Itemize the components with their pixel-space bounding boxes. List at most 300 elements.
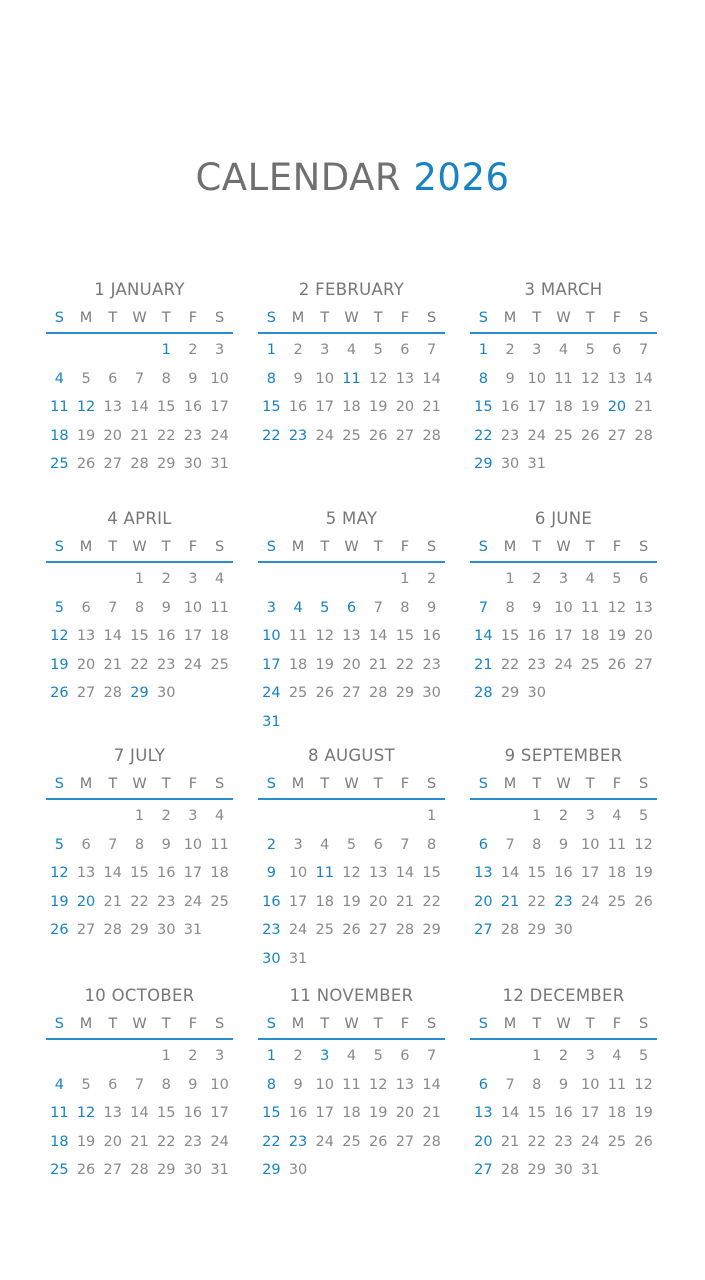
day-cell: 15: [262, 399, 281, 415]
empty-cell: [46, 1042, 73, 1071]
day-cell: 2: [293, 1048, 303, 1064]
day-cell: 23: [262, 922, 281, 938]
day-cell: 6: [346, 599, 357, 616]
day-cell: 8: [505, 599, 515, 616]
weekday-label: T: [108, 776, 118, 792]
day-cell: 26: [76, 456, 96, 472]
day-cell: 20: [474, 1133, 493, 1150]
day-cell: 20: [395, 399, 415, 415]
day-cell: 6: [400, 342, 410, 358]
day-cell: 7: [373, 599, 383, 616]
day-cell: 15: [474, 399, 493, 415]
day-cell: 1: [134, 571, 145, 587]
weekday-label: S: [639, 776, 649, 792]
day-cell: 12: [634, 1076, 653, 1093]
month-name: 12 DECEMBER: [502, 986, 625, 1005]
day-cell: 16: [183, 1105, 203, 1121]
day-cell: 16: [288, 1105, 308, 1121]
day-cell: 1: [427, 808, 437, 824]
day-grid: [46, 802, 233, 945]
empty-cell: [365, 565, 392, 594]
day-cell: 12: [634, 836, 653, 853]
month-name: 6 JUNE: [534, 509, 593, 528]
day-cell: 8: [400, 599, 410, 616]
day-cell: 31: [580, 1162, 600, 1178]
day-cell: 3: [558, 571, 569, 587]
day-cell: 30: [527, 685, 546, 701]
day-cell: 24: [580, 1133, 600, 1150]
weekday-label: S: [54, 1016, 64, 1032]
day-cell: 22: [422, 893, 441, 910]
weekday-label: W: [132, 539, 147, 555]
day-cell: 11: [50, 399, 69, 415]
weekday-label: F: [188, 1016, 198, 1032]
day-grid: [470, 565, 657, 708]
day-cell: 5: [54, 836, 64, 853]
weekday-label: T: [108, 539, 118, 555]
month-block: [46, 508, 233, 708]
day-cell: 7: [505, 836, 515, 853]
day-grid: [258, 565, 445, 736]
day-cell: 19: [50, 893, 69, 910]
day-cell: 8: [134, 599, 145, 616]
day-cell: 11: [580, 599, 600, 616]
day-cell: 18: [210, 865, 229, 881]
day-cell: 27: [76, 922, 96, 938]
weekday-label: F: [612, 310, 622, 326]
day-cell: 25: [580, 656, 600, 673]
empty-cell: [126, 336, 153, 365]
day-cell: 4: [612, 1048, 622, 1064]
day-cell: 10: [262, 628, 281, 644]
day-cell: 24: [210, 427, 229, 444]
day-cell: 2: [558, 808, 569, 824]
day-cell: 29: [156, 1162, 176, 1178]
day-cell: 8: [161, 370, 171, 387]
day-cell: 9: [161, 599, 171, 616]
weekday-label: T: [532, 539, 542, 555]
day-cell: 9: [558, 836, 569, 853]
day-cell: 7: [134, 1076, 145, 1093]
day-cell: 14: [422, 1076, 441, 1093]
weekday-header: [46, 1010, 233, 1040]
day-cell: 29: [156, 456, 176, 472]
day-cell: 5: [639, 808, 649, 824]
day-cell: 31: [210, 456, 229, 472]
weekday-label: F: [612, 1016, 622, 1032]
weekday-label: S: [54, 539, 64, 555]
day-cell: 28: [500, 922, 520, 938]
day-cell: 2: [161, 808, 171, 824]
day-cell: 2: [558, 1048, 569, 1064]
day-cell: 19: [76, 427, 96, 444]
day-cell: 9: [558, 1076, 569, 1093]
day-cell: 24: [288, 922, 308, 938]
empty-cell: [497, 1042, 524, 1071]
day-cell: 1: [532, 1048, 542, 1064]
day-grid: [470, 336, 657, 479]
day-cell: 22: [474, 427, 493, 444]
day-cell: 27: [634, 656, 653, 673]
day-cell: 11: [342, 370, 361, 387]
day-cell: 22: [130, 893, 149, 910]
day-cell: 12: [607, 599, 627, 616]
empty-cell: [338, 802, 365, 831]
day-cell: 11: [210, 599, 229, 616]
day-cell: 20: [368, 893, 388, 910]
day-grid: [258, 802, 445, 973]
weekday-label: S: [266, 1016, 276, 1032]
day-cell: 8: [532, 836, 542, 853]
weekday-label: W: [556, 776, 571, 792]
day-cell: 24: [527, 427, 546, 444]
day-cell: 20: [103, 427, 122, 444]
day-cell: 19: [50, 656, 69, 673]
day-cell: 4: [346, 1048, 357, 1064]
empty-cell: [258, 565, 285, 594]
day-cell: 18: [342, 399, 361, 415]
day-cell: 5: [585, 342, 595, 358]
day-cell: 26: [315, 685, 334, 701]
empty-cell: [126, 1042, 153, 1071]
weekday-label: F: [612, 539, 622, 555]
day-cell: 23: [554, 1133, 573, 1150]
weekday-label: W: [556, 310, 571, 326]
day-grid: [258, 336, 445, 450]
day-cell: 21: [422, 1105, 441, 1121]
weekday-label: M: [291, 1016, 305, 1032]
day-cell: 19: [315, 656, 334, 673]
day-cell: 20: [634, 628, 653, 644]
weekday-label: W: [132, 310, 147, 326]
day-cell: 3: [320, 342, 330, 358]
day-cell: 19: [634, 1105, 653, 1121]
day-cell: 27: [474, 1162, 493, 1178]
month-block: [46, 279, 233, 479]
day-cell: 27: [103, 1162, 122, 1178]
day-cell: 6: [612, 342, 622, 358]
day-grid: [470, 1042, 657, 1185]
day-cell: 21: [103, 893, 122, 910]
month-name: 3 MARCH: [524, 280, 603, 299]
day-cell: 28: [634, 427, 653, 444]
empty-cell: [338, 565, 365, 594]
day-cell: 12: [50, 865, 69, 881]
month-block: [258, 745, 445, 973]
day-cell: 14: [500, 865, 520, 881]
weekday-label: T: [373, 539, 383, 555]
day-cell: 23: [527, 656, 546, 673]
weekday-label: S: [478, 310, 488, 326]
day-cell: 13: [76, 865, 96, 881]
day-cell: 19: [634, 865, 653, 881]
day-cell: 9: [532, 599, 542, 616]
day-cell: 30: [156, 685, 176, 701]
day-cell: 3: [585, 1048, 595, 1064]
empty-cell: [99, 565, 126, 594]
day-cell: 24: [262, 685, 281, 701]
day-cell: 24: [315, 1133, 334, 1150]
empty-cell: [73, 1042, 100, 1071]
weekday-label: S: [215, 539, 225, 555]
day-cell: 28: [130, 1162, 149, 1178]
empty-cell: [311, 565, 338, 594]
day-cell: 18: [50, 1133, 69, 1150]
day-cell: 17: [527, 399, 546, 415]
empty-cell: [73, 336, 100, 365]
day-cell: 27: [76, 685, 96, 701]
weekday-label: S: [427, 310, 437, 326]
weekday-label: S: [639, 539, 649, 555]
day-cell: 3: [215, 342, 225, 358]
day-cell: 11: [315, 865, 334, 881]
day-grid: [46, 565, 233, 708]
day-cell: 4: [612, 808, 622, 824]
day-cell: 14: [130, 1105, 149, 1121]
day-cell: 26: [634, 893, 653, 910]
weekday-label: S: [54, 776, 64, 792]
month-name: 1 JANUARY: [94, 280, 185, 299]
day-cell: 11: [554, 370, 573, 387]
day-cell: 15: [422, 865, 441, 881]
day-cell: 7: [400, 836, 410, 853]
weekday-label: T: [373, 310, 383, 326]
empty-cell: [285, 565, 312, 594]
day-cell: 13: [342, 628, 361, 644]
day-cell: 11: [288, 628, 308, 644]
day-cell: 16: [527, 628, 546, 644]
weekday-label: T: [585, 776, 595, 792]
day-cell: 28: [130, 456, 149, 472]
weekday-label: S: [215, 776, 225, 792]
day-cell: 16: [156, 628, 176, 644]
day-cell: 14: [103, 865, 122, 881]
day-cell: 21: [103, 656, 122, 673]
day-cell: 12: [580, 370, 600, 387]
weekday-label: S: [639, 1016, 649, 1032]
day-cell: 10: [580, 1076, 600, 1093]
day-cell: 15: [500, 628, 520, 644]
day-cell: 7: [427, 342, 437, 358]
weekday-label: M: [503, 1016, 517, 1032]
day-cell: 23: [183, 1133, 203, 1150]
day-cell: 9: [293, 1076, 303, 1093]
weekday-label: S: [478, 776, 488, 792]
day-cell: 7: [639, 342, 649, 358]
weekday-label: T: [532, 1016, 542, 1032]
day-cell: 29: [500, 685, 520, 701]
day-cell: 13: [474, 865, 493, 881]
day-cell: 5: [54, 599, 64, 616]
day-cell: 5: [320, 599, 330, 616]
day-cell: 7: [427, 1048, 437, 1064]
day-cell: 10: [315, 1076, 334, 1093]
day-cell: 7: [108, 836, 118, 853]
day-cell: 23: [156, 656, 176, 673]
day-cell: 1: [161, 1048, 171, 1064]
day-cell: 29: [395, 685, 415, 701]
day-cell: 3: [532, 342, 542, 358]
day-cell: 18: [315, 893, 334, 910]
day-cell: 15: [395, 628, 415, 644]
day-cell: 8: [134, 836, 145, 853]
weekday-label: M: [503, 776, 517, 792]
day-cell: 12: [76, 399, 96, 415]
day-cell: 14: [474, 628, 493, 644]
day-cell: 29: [130, 685, 149, 701]
day-cell: 19: [76, 1133, 96, 1150]
day-cell: 24: [183, 893, 203, 910]
day-cell: 24: [315, 427, 334, 444]
day-cell: 7: [134, 370, 145, 387]
month-block: [470, 279, 657, 479]
month-name: 11 NOVEMBER: [289, 986, 414, 1005]
weekday-label: W: [132, 776, 147, 792]
day-grid: [258, 1042, 445, 1185]
day-cell: 25: [607, 893, 627, 910]
day-cell: 8: [478, 370, 488, 387]
day-cell: 25: [210, 656, 229, 673]
weekday-label: W: [556, 539, 571, 555]
day-cell: 18: [210, 628, 229, 644]
day-grid: [46, 1042, 233, 1185]
weekday-label: T: [373, 776, 383, 792]
day-cell: 15: [130, 628, 149, 644]
day-cell: 10: [210, 1076, 229, 1093]
weekday-label: F: [188, 776, 198, 792]
day-cell: 29: [262, 1162, 281, 1178]
day-grid: [46, 336, 233, 479]
day-cell: 15: [130, 865, 149, 881]
day-cell: 13: [634, 599, 653, 616]
day-cell: 21: [422, 399, 441, 415]
day-cell: 30: [262, 950, 281, 967]
day-cell: 13: [474, 1105, 493, 1121]
day-cell: 26: [634, 1133, 653, 1150]
day-cell: 2: [532, 571, 542, 587]
weekday-header: [258, 1010, 445, 1040]
day-cell: 31: [262, 713, 281, 730]
day-cell: 22: [156, 1133, 176, 1150]
day-cell: 15: [262, 1105, 281, 1121]
day-cell: 27: [607, 427, 627, 444]
day-cell: 26: [368, 1133, 388, 1150]
day-cell: 15: [527, 865, 546, 881]
day-cell: 14: [500, 1105, 520, 1121]
day-cell: 12: [368, 1076, 388, 1093]
day-cell: 6: [639, 571, 649, 587]
day-cell: 2: [161, 571, 171, 587]
weekday-label: T: [320, 310, 330, 326]
weekday-label: T: [108, 310, 118, 326]
day-cell: 28: [103, 922, 122, 938]
day-cell: 30: [500, 456, 520, 472]
day-cell: 24: [210, 1133, 229, 1150]
day-cell: 12: [368, 370, 388, 387]
day-cell: 24: [183, 656, 203, 673]
day-cell: 9: [188, 1076, 198, 1093]
day-cell: 31: [210, 1162, 229, 1178]
empty-cell: [285, 802, 312, 831]
day-cell: 10: [183, 836, 203, 853]
day-cell: 3: [215, 1048, 225, 1064]
day-cell: 26: [76, 1162, 96, 1178]
day-cell: 8: [532, 1076, 542, 1093]
weekday-label: F: [188, 310, 198, 326]
day-cell: 26: [368, 427, 388, 444]
day-cell: 18: [288, 656, 308, 673]
day-cell: 30: [554, 922, 573, 938]
weekday-label: S: [54, 310, 64, 326]
day-cell: 16: [422, 628, 441, 644]
day-cell: 3: [188, 571, 198, 587]
day-cell: 1: [266, 342, 276, 358]
day-cell: 6: [373, 836, 383, 853]
day-cell: 15: [156, 1105, 176, 1121]
empty-cell: [99, 1042, 126, 1071]
empty-cell: [46, 336, 73, 365]
weekday-header: [470, 533, 657, 563]
day-cell: 20: [103, 1133, 122, 1150]
weekday-header: [46, 304, 233, 334]
day-cell: 29: [527, 1162, 546, 1178]
day-cell: 11: [210, 836, 229, 853]
weekday-label: S: [266, 539, 276, 555]
day-cell: 13: [395, 370, 415, 387]
day-cell: 25: [607, 1133, 627, 1150]
month-block: [470, 745, 657, 945]
day-cell: 21: [130, 427, 149, 444]
weekday-label: M: [291, 539, 305, 555]
weekday-label: S: [427, 539, 437, 555]
day-cell: 10: [527, 370, 546, 387]
empty-cell: [73, 802, 100, 831]
day-cell: 28: [500, 1162, 520, 1178]
weekday-label: M: [291, 776, 305, 792]
weekday-label: S: [427, 1016, 437, 1032]
day-cell: 31: [183, 922, 203, 938]
month-name: 7 JULY: [113, 746, 166, 765]
day-cell: 3: [585, 808, 595, 824]
day-cell: 29: [422, 922, 441, 938]
day-cell: 29: [130, 922, 149, 938]
day-cell: 27: [368, 922, 388, 938]
month-block: [258, 508, 445, 736]
day-cell: 18: [607, 865, 627, 881]
day-cell: 9: [427, 599, 437, 616]
weekday-label: M: [503, 539, 517, 555]
day-cell: 6: [81, 599, 91, 616]
day-cell: 22: [262, 427, 281, 444]
day-cell: 20: [76, 893, 96, 910]
day-cell: 1: [478, 342, 488, 358]
weekday-header: [470, 770, 657, 800]
day-cell: 2: [188, 342, 198, 358]
day-cell: 9: [293, 370, 303, 387]
weekday-header: [46, 770, 233, 800]
empty-cell: [311, 802, 338, 831]
day-cell: 11: [607, 836, 627, 853]
day-grid: [470, 802, 657, 945]
empty-cell: [470, 565, 497, 594]
day-cell: 4: [215, 808, 225, 824]
day-cell: 9: [266, 865, 276, 881]
day-cell: 19: [368, 1105, 388, 1121]
day-cell: 16: [554, 865, 573, 881]
weekday-label: T: [373, 1016, 383, 1032]
weekday-label: T: [585, 310, 595, 326]
empty-cell: [73, 565, 100, 594]
